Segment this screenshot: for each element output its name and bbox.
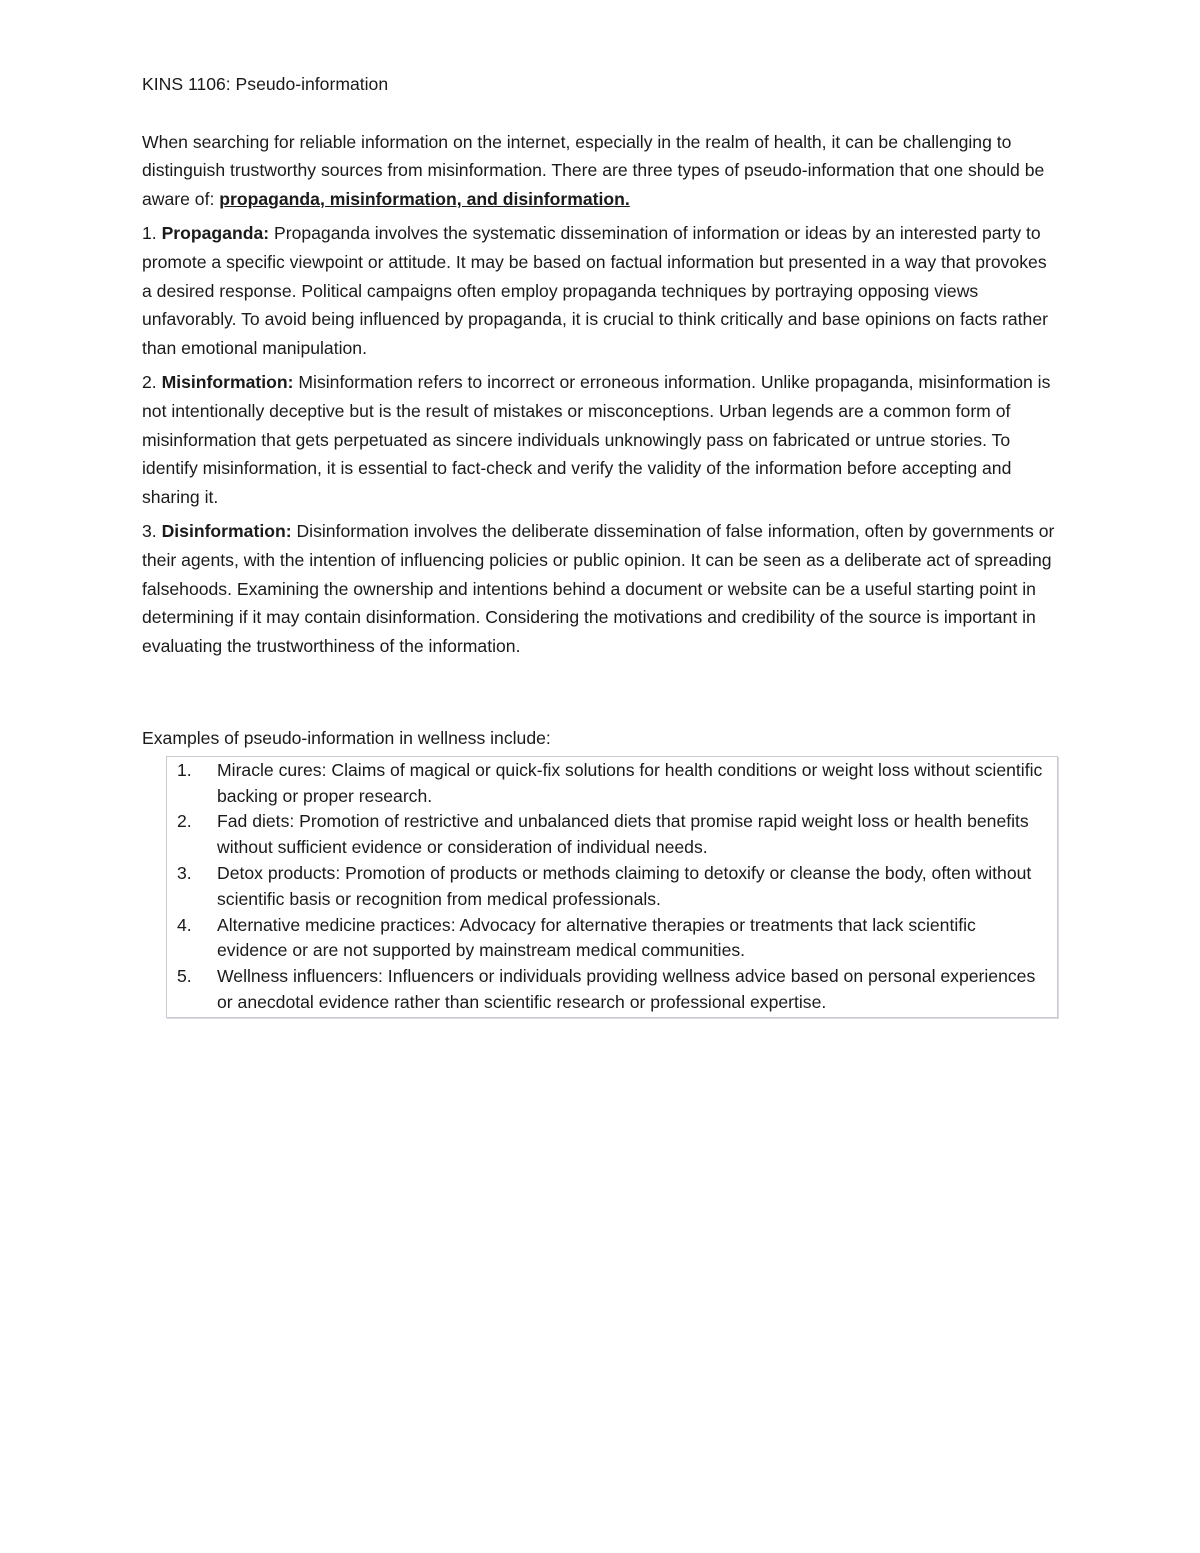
list-item-text: Alternative medicine practices: Advocacy for alternative therapies or treatments that lack scientific evidence or are not supported by mainstream medical communities.: [217, 914, 976, 961]
intro-text: When searching for reliable information on the internet, especially in the realm of health, it can be challenging to distinguish trustworthy sources from misinformation. There are three types of pseudo-information that one should be aware of:: [142, 131, 1045, 209]
list-item-number: 1.: [177, 759, 192, 780]
list-item: [173, 809, 1051, 861]
intro-highlight: propaganda, misinformation, and disinformation.: [219, 188, 630, 209]
section-term: Propaganda:: [161, 223, 270, 244]
list-item-number: 4.: [177, 914, 192, 935]
list-item: [173, 758, 1051, 810]
section-text: Propaganda involves the systematic dissemination of information or ideas by an interested party to promote a specific viewpoint or attitude. It may be based on factual information but presented in a way that provokes a desired response. Political campaigns often employ propaganda techniques by portraying opposing views unfavorably. To avoid being influenced by propaganda, it is crucial to think critically and base opinions on facts rather than emotional manipulation.: [142, 223, 1048, 358]
list-item-text: Miracle cures: Claims of magical or quick-fix solutions for health conditions or weight loss without scientific backing or proper research.: [217, 759, 1043, 806]
list-item-text: Wellness influencers: Influencers or individuals providing wellness advice based on personal experiences or anecdotal evidence rather than scientific research or professional expertise.: [217, 966, 1036, 1013]
list-item-text: Fad diets: Promotion of restrictive and unbalanced diets that promise rapid weight loss or health benefits without sufficient evidence or consideration of individual needs.: [217, 811, 1029, 858]
intro-paragraph: [142, 128, 1060, 214]
section-text: Misinformation refers to incorrect or erroneous information. Unlike propaganda, misinformation is not intentionally deceptive but is the result of mistakes or misconceptions. Urban legends are a common form of misinformation that gets perpetuated as sincere individuals unknowingly pass on fabricated or untrue stories. To identify misinformation, it is essential to fact-check and verify the validity of the information before accepting and sharing it.: [142, 372, 1051, 507]
section-prefix: 1.: [142, 223, 162, 244]
document-title: KINS 1106: Pseudo-information: [142, 74, 389, 94]
section-disinformation: [142, 517, 1060, 660]
section-term: Misinformation:: [161, 372, 294, 393]
list-item-number: 5.: [177, 966, 192, 987]
list-item-number: 2.: [177, 811, 192, 832]
list-item-number: 3.: [177, 863, 192, 884]
list-item: [173, 913, 1051, 965]
document-page: [142, 70, 1060, 1018]
list-item: [173, 964, 1051, 1016]
section-term: Disinformation:: [161, 521, 292, 542]
section-text: Disinformation involves the deliberate dissemination of false information, often by governments or their agents, with the intention of influencing policies or public opinion. It can be seen as a deliberate act of spreading falsehoods. Examining the ownership and intentions behind a document or website can be a useful starting point in determining if it may contain disinformation. Considering the motivations and credibility of the source is important in evaluating the trustworthiness of the information.: [142, 521, 1055, 656]
section-misinformation: [142, 368, 1060, 511]
examples-heading: Examples of pseudo-information in wellness include:: [142, 728, 551, 749]
examples-box: [166, 756, 1058, 1018]
section-prefix: 3.: [142, 521, 162, 542]
list-item-text: Detox products: Promotion of products or methods claiming to detoxify or cleanse the body, often without scientific basis or recognition from medical professionals.: [217, 863, 1032, 909]
examples-list: [173, 758, 1051, 1016]
list-item: [173, 861, 1051, 913]
section-propaganda: [142, 219, 1060, 362]
section-prefix: 2.: [142, 372, 162, 393]
blank-space: [142, 666, 1060, 724]
